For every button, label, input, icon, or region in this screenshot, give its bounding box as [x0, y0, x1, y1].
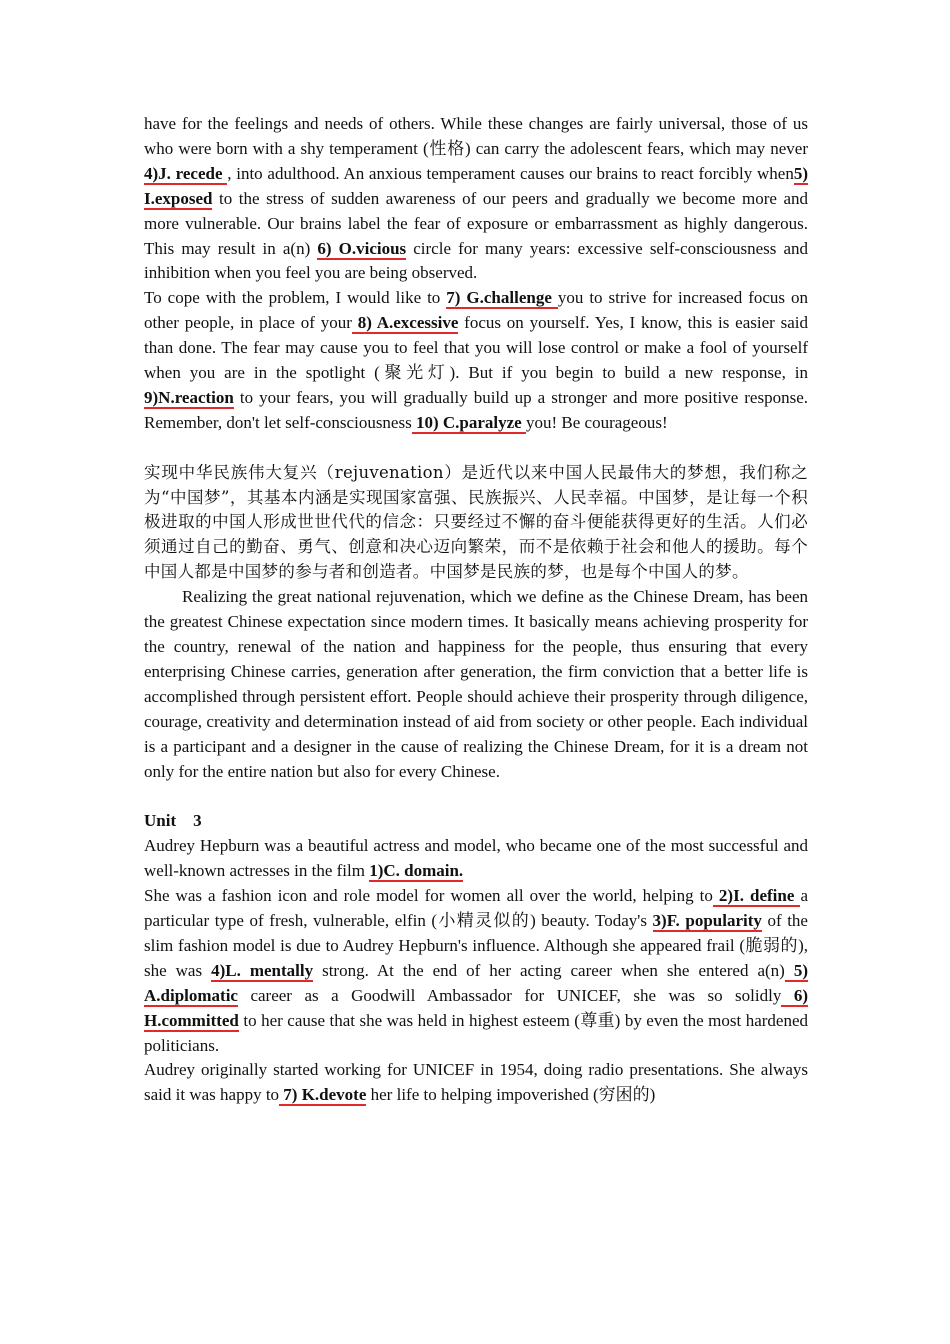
text: you! Be courageous! [525, 412, 668, 432]
text: of the slim fashion model is due to Audrey Hepburn's influence. Although she appeared frail (脆弱的), she was [144, 910, 808, 980]
text: you to strive for increased focus on other people, in place of your [144, 288, 808, 333]
text: To cope with the problem, I would like to [144, 288, 447, 308]
text: circle for many years: excessive self-consciousness and inhibition when you feel you are being observed. [144, 238, 808, 283]
text: to her cause that she was held in highest esteem (尊重) by even the most hardened politicians. [144, 1010, 808, 1055]
text: Audrey Hepburn was a beautiful actress and model, who became one of the most successful and well-known actresses in the film [144, 836, 808, 881]
text: focus on yourself. Yes, I know, this is easier said than done. The fear may cause you to feel that you will lose control or make a fool of yourself when you are in the spotlight (聚光灯). But if you begin to build a new response, in [144, 313, 808, 383]
text: to the stress of sudden awareness of our peers and gradually we become more and more vulnerable. Our brains label the fear of exposure or embarrassment as highly dangerous. This may result in a(n) [144, 188, 808, 258]
text: to your fears, you will gradually build up a stronger and more positive response. Remember, don't let self-consciousness [144, 387, 808, 432]
paragraph-audrey-intro [144, 834, 808, 884]
text: She was a fashion icon and role model for women all over the world, helping to [144, 886, 713, 906]
answer-5: 5) A.diplomatic [144, 960, 808, 1005]
answer-4: 4)L. mentally [211, 960, 314, 980]
answer-6: 6) H.committed [144, 985, 808, 1030]
spacer [144, 436, 808, 461]
text: strong. At the end of her acting career when she entered a(n) [313, 960, 785, 980]
answer-7: 7) G.challenge [446, 288, 558, 308]
paragraph-audrey-unicef [144, 1058, 808, 1108]
text: a particular type of fresh, vulnerable, elfin (小精灵似的) beauty. Today's [144, 886, 808, 930]
answer-3: 3)F. popularity [652, 910, 762, 930]
text: her life to helping impoverished (穷困的) [366, 1085, 656, 1105]
answer-4: 4)J. recede [144, 163, 228, 183]
answer-2: 2)I. define [712, 886, 801, 906]
answer-6: 6) O.vicious [317, 238, 407, 258]
answer-5: 5) I.exposed [144, 163, 808, 208]
answer-8: 8) A.excessive [351, 313, 459, 333]
paragraph-audrey-fashion [144, 884, 808, 1058]
text: Audrey originally started working for UNICEF in 1954, doing radio presentations. She always said it was happy to [144, 1060, 808, 1105]
unit-heading: Unit 3 [144, 811, 202, 831]
answer-1: 1)C. domain. [369, 861, 464, 881]
spacer [144, 784, 808, 809]
chinese-paragraph: 实现中华民族伟大复兴（rejuvenation）是近代以来中国人民最伟大的梦想，我们称之为“中国梦”，其基本内涵是实现国家富强、民族振兴、人民幸福。中国梦，是让每一个积极进取的中国人形成世世代代的信念：只要经过不懈的奋斗便能获得更好的生活。人们必须通过自己的勤奋、勇气、创意和决心迈向繁荣，而不是依赖于社会和他人的援助。每个中国人都是中国梦的参与者和创造者。中国梦是民族的梦，也是每个中国人的梦。 [144, 462, 808, 582]
paragraph-cope [144, 286, 808, 435]
answer-10: 10) C.paralyze [411, 412, 526, 432]
answer-9: 9)N.reaction [144, 387, 234, 407]
text: career as a Goodwill Ambassador for UNICEF, she was so solidly [237, 985, 782, 1005]
answer-7: 7) K.devote [279, 1085, 367, 1105]
paragraph-shyness [144, 112, 808, 286]
translation-paragraph: Realizing the great national rejuvenation, which we define as the Chinese Dream, has been the greatest Chinese expectation since modern times. It basically means achieving prosperity for the country, renewal of the nation and happiness for the people, thus ensuring that every enterprising Chinese carries, generation after generation, the firm conviction that a better life is accomplished through persistent effort. People should achieve their prosperity through diligence, courage, creativity and determination instead of aid from society or other people. Each individual is a participant and a designer in the cause of realizing the Chinese Dream, for it is a dream not only for the entire nation but also for every Chinese. [144, 587, 808, 781]
text: , into adulthood. An anxious temperament causes our brains to react forcibly when [227, 163, 794, 183]
text: have for the feelings and needs of others. While these changes are fairly universal, those of us who were born with a shy temperament (性格) can carry the adolescent fears, which may never [144, 114, 808, 158]
document-page [144, 112, 808, 1108]
